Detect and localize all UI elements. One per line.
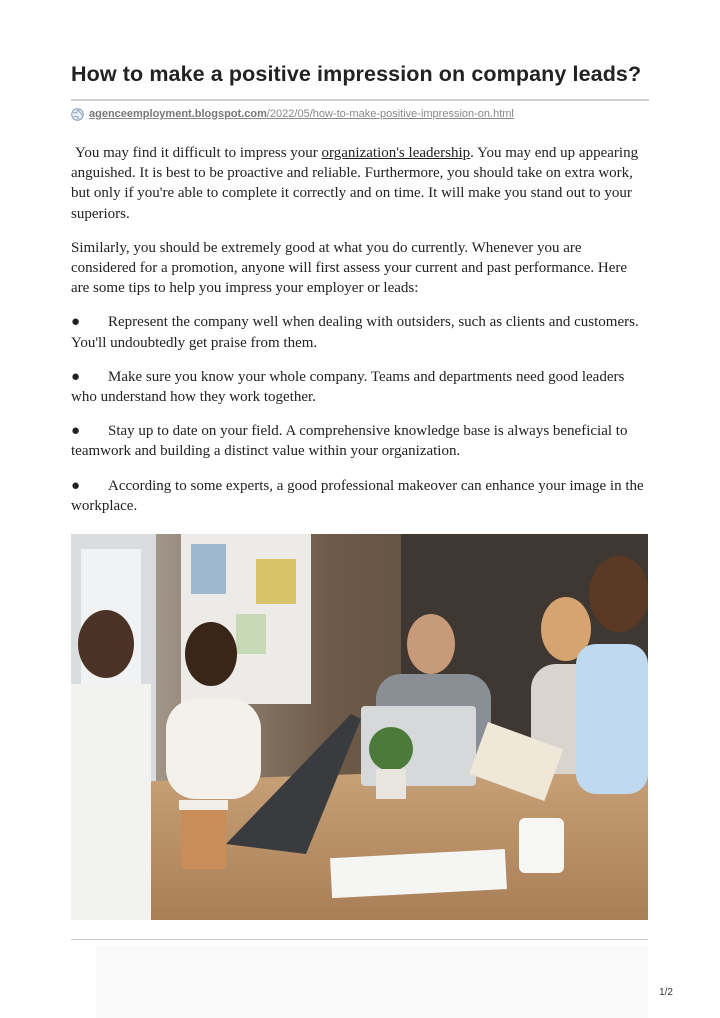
bullet-item — [71, 421, 649, 461]
bullet-icon: ● — [71, 477, 81, 494]
bullet-item — [71, 312, 649, 352]
article-body — [71, 143, 649, 530]
title-divider — [71, 99, 649, 101]
bullet-icon: ● — [71, 423, 81, 440]
paragraph-text: You may find it difficult to impress your — [75, 145, 322, 161]
bullet-item — [71, 476, 649, 516]
bullet-icon: ● — [71, 314, 81, 331]
footer-band — [96, 946, 648, 1018]
organization-leadership-link[interactable]: organization's leadership — [321, 145, 471, 161]
paragraph: Similarly, you should be extremely good at what you do currently. Whenever you are considered for a promotion, anyone will first assess your current and past performance. Here are some tips to help you impress your employer or leads: — [71, 239, 628, 297]
bullet-text: Stay up to date on your field. A comprehensive knowledge base is always beneficial to teamwork and building a distinct value within your organization. — [71, 423, 628, 460]
bullet-text: Make sure you know your whole company. Teams and departments need good leaders who understand how they work together. — [71, 368, 625, 406]
globe-icon — [71, 108, 84, 121]
article-title: How to make a positive impression on company leads? — [71, 62, 642, 86]
paragraph — [71, 143, 649, 224]
source-domain: agenceemployment.blogspot.com — [89, 108, 267, 120]
bullet-text: Represent the company well when dealing with outsiders, such as clients and customers. You'll undoubtedly get praise from them. — [71, 314, 639, 351]
source-link[interactable] — [89, 108, 514, 120]
source-url[interactable] — [71, 106, 514, 122]
bullet-text: According to some experts, a good professional makeover can enhance your image in the workplace. — [71, 477, 644, 514]
paragraph-text: . You may end up appearing anguished. It is best to be proactive and reliable. Furthermore, you should take on extra work, but only if you're able to complete it correctly and on time. It will make you stand out to your superiors. — [71, 145, 639, 222]
footer-divider — [71, 939, 648, 940]
source-path: /2022/05/how-to-make-positive-impression-on.html — [266, 108, 514, 120]
bullet-icon: ● — [71, 368, 81, 385]
bullet-item — [71, 367, 649, 407]
page-number: 1/2 — [659, 987, 673, 998]
team-meeting-photo — [71, 534, 648, 920]
meeting-illustration — [71, 534, 648, 920]
